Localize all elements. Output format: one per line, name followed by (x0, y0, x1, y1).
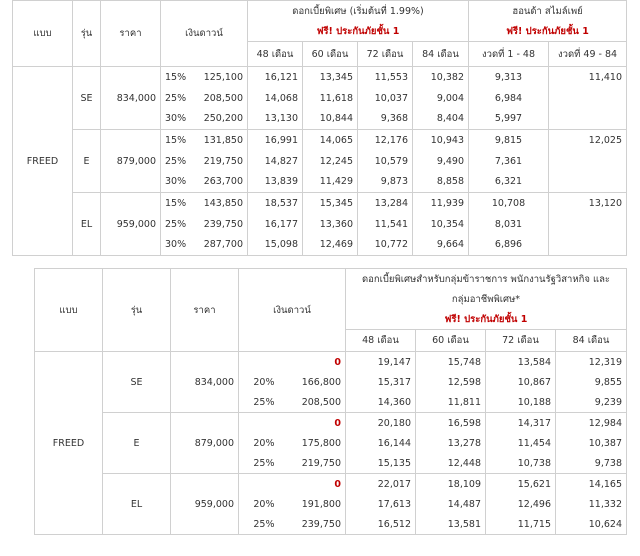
payment-60-cell: 14,487 (416, 494, 486, 514)
header-special-interest-line2: กลุ่มอาชีพพิเศษ* (346, 289, 627, 309)
price-cell: 959,000 (101, 193, 161, 256)
header-60-months: 60 เดือน (303, 42, 358, 67)
header-price: ราคา (101, 1, 161, 67)
down-amount-cell: 125,100 (203, 71, 243, 83)
header-48-months: 48 เดือน (346, 330, 416, 352)
down-amount-cell: 239,750 (279, 514, 346, 535)
payment-48-cell: 16,512 (346, 514, 416, 535)
payment-48-cell: 16,177 (248, 214, 303, 235)
payment-72-cell: 11,541 (358, 214, 413, 235)
payment-72-cell: 13,284 (358, 193, 413, 214)
header-type: แบบ (13, 1, 73, 67)
payment-60-cell: 11,618 (303, 88, 358, 109)
payment-60-cell: 16,598 (416, 413, 486, 434)
payment-72-cell: 14,317 (486, 413, 556, 434)
model-cell: SE (73, 67, 101, 130)
payment-48-cell: 16,991 (248, 130, 303, 151)
down-percent-cell: 25% (239, 453, 279, 474)
header-72-months: 72 เดือน (358, 42, 413, 67)
table-row (35, 413, 627, 434)
model-cell: EL (103, 474, 171, 535)
model-cell: E (73, 130, 101, 193)
table-row (13, 67, 627, 88)
payment-48-cell: 15,317 (346, 372, 416, 392)
price-cell: 959,000 (171, 474, 239, 535)
header-free-insurance: ฟรี! ประกันภัยชั้น 1 (248, 21, 469, 42)
header-84-months: 84 เดือน (413, 42, 469, 67)
header-down-payment: เงินดาวน์ (239, 269, 346, 352)
header-installment-1-48: งวดที่ 1 - 48 (469, 42, 549, 67)
header-free-insurance: ฟรี! ประกันภัยชั้น 1 (346, 309, 627, 330)
payment-84-cell: 10,624 (556, 514, 627, 535)
payment-84-cell: 9,855 (556, 372, 627, 392)
down-percent-cell: 20% (239, 433, 279, 453)
down-percent-cell: 25% (239, 514, 279, 535)
header-down-payment: เงินดาวน์ (161, 1, 248, 67)
down-percent-cell: 30% (161, 235, 192, 256)
payment-60-cell: 13,360 (303, 214, 358, 235)
header-special-interest: ดอกเบี้ยพิเศษ (เริ่มต้นที่ 1.99%) (248, 1, 469, 22)
payment-84-cell: 11,332 (556, 494, 627, 514)
smile-pay-1-48-cell: 5,997 (469, 109, 549, 130)
payment-72-cell: 13,584 (486, 352, 556, 373)
payment-84-cell: 8,404 (413, 109, 469, 130)
payment-84-cell: 9,490 (413, 151, 469, 172)
smile-pay-1-48-cell: 6,321 (469, 172, 549, 193)
payment-60-cell: 14,065 (303, 130, 358, 151)
payment-48-cell: 16,121 (248, 67, 303, 88)
down-percent-cell: 25% (161, 214, 192, 235)
payment-84-cell: 9,004 (413, 88, 469, 109)
payment-84-cell: 9,738 (556, 453, 627, 474)
down-amount-cell: 0 (334, 478, 341, 490)
down-percent-cell: 15% (161, 193, 192, 214)
smile-pay-1-48-cell: 9,313 (469, 67, 549, 88)
payment-84-cell: 9,664 (413, 235, 469, 256)
smile-pay-49-84-cell: 11,410 (549, 67, 627, 88)
down-percent-cell: 30% (161, 172, 192, 193)
table-row (35, 352, 627, 373)
down-percent-cell: 25% (161, 151, 192, 172)
payment-84-cell: 10,387 (556, 433, 627, 453)
smile-pay-49-84-cell (549, 235, 627, 256)
model-cell: SE (103, 352, 171, 413)
smile-pay-49-84-cell: 13,120 (549, 193, 627, 214)
payment-60-cell: 13,278 (416, 433, 486, 453)
price-cell: 834,000 (101, 67, 161, 130)
smile-pay-49-84-cell (549, 151, 627, 172)
smile-pay-1-48-cell: 8,031 (469, 214, 549, 235)
smile-pay-49-84-cell (549, 172, 627, 193)
down-percent-cell: 25% (239, 392, 279, 413)
payment-60-cell: 13,581 (416, 514, 486, 535)
table-row (13, 193, 627, 214)
down-amount-cell: 219,750 (203, 155, 243, 167)
down-percent-cell: 20% (239, 372, 279, 392)
installment-table-government (34, 268, 627, 535)
down-percent-cell: 15% (161, 67, 192, 88)
payment-72-cell: 9,873 (358, 172, 413, 193)
down-amount-cell: 208,500 (279, 392, 346, 413)
down-amount-cell: 0 (334, 417, 341, 429)
payment-48-cell: 19,147 (346, 352, 416, 373)
down-amount-cell: 287,700 (192, 235, 248, 256)
header-84-months: 84 เดือน (556, 330, 627, 352)
down-percent-cell: 25% (161, 88, 192, 109)
model-cell: E (103, 413, 171, 474)
down-amount-cell: 0 (334, 356, 341, 368)
payment-72-cell: 11,715 (486, 514, 556, 535)
payment-48-cell: 22,017 (346, 474, 416, 495)
down-percent-cell (239, 413, 279, 434)
payment-48-cell: 14,360 (346, 392, 416, 413)
down-amount-cell: 263,700 (192, 172, 248, 193)
payment-72-cell: 11,454 (486, 433, 556, 453)
payment-72-cell: 9,368 (358, 109, 413, 130)
smile-pay-1-48-cell: 10,708 (469, 193, 549, 214)
header-special-interest-line1: ดอกเบี้ยพิเศษสำหรับกลุ่มข้าราชการ พนักงานรัฐวิสาหกิจ และ (346, 269, 627, 290)
payment-48-cell: 14,827 (248, 151, 303, 172)
down-amount-cell: 143,850 (203, 197, 243, 209)
payment-60-cell: 18,109 (416, 474, 486, 495)
down-amount-cell: 131,850 (203, 134, 243, 146)
payment-84-cell: 10,382 (413, 67, 469, 88)
payment-72-cell: 15,621 (486, 474, 556, 495)
payment-60-cell: 11,429 (303, 172, 358, 193)
table-row (35, 474, 627, 495)
payment-48-cell: 20,180 (346, 413, 416, 434)
smile-pay-49-84-cell (549, 109, 627, 130)
payment-84-cell: 10,943 (413, 130, 469, 151)
payment-48-cell: 17,613 (346, 494, 416, 514)
payment-72-cell: 11,553 (358, 67, 413, 88)
installment-table-standard (12, 0, 627, 256)
header-model: รุ่น (73, 1, 101, 67)
payment-60-cell: 12,448 (416, 453, 486, 474)
down-amount-cell: 239,750 (203, 218, 243, 230)
payment-72-cell: 10,867 (486, 372, 556, 392)
payment-72-cell: 10,037 (358, 88, 413, 109)
payment-60-cell: 15,748 (416, 352, 486, 373)
payment-72-cell: 10,188 (486, 392, 556, 413)
down-percent-cell: 20% (239, 494, 279, 514)
table-row (13, 130, 627, 151)
header-model: รุ่น (103, 269, 171, 352)
payment-60-cell: 12,469 (303, 235, 358, 256)
smile-pay-1-48-cell: 6,896 (469, 235, 549, 256)
payment-84-cell: 12,319 (556, 352, 627, 373)
model-cell: EL (73, 193, 101, 256)
down-amount-cell: 219,750 (279, 453, 346, 474)
payment-72-cell: 10,579 (358, 151, 413, 172)
header-installment-49-84: งวดที่ 49 - 84 (549, 42, 627, 67)
down-amount-cell: 166,800 (301, 376, 341, 388)
payment-60-cell: 12,598 (416, 372, 486, 392)
payment-72-cell: 10,738 (486, 453, 556, 474)
header-type: แบบ (35, 269, 103, 352)
payment-84-cell: 8,858 (413, 172, 469, 193)
smile-pay-1-48-cell: 9,815 (469, 130, 549, 151)
header-72-months: 72 เดือน (486, 330, 556, 352)
smile-pay-49-84-cell (549, 88, 627, 109)
down-amount-cell: 208,500 (203, 92, 243, 104)
payment-60-cell: 15,345 (303, 193, 358, 214)
down-amount-cell: 175,800 (301, 437, 341, 449)
down-percent-cell: 15% (161, 130, 192, 151)
payment-84-cell: 10,354 (413, 214, 469, 235)
payment-84-cell: 9,239 (556, 392, 627, 413)
smile-pay-49-84-cell: 12,025 (549, 130, 627, 151)
payment-60-cell: 10,844 (303, 109, 358, 130)
payment-48-cell: 18,537 (248, 193, 303, 214)
down-amount-cell: 250,200 (192, 109, 248, 130)
car-type-cell: FREED (26, 155, 59, 167)
header-honda-smile-pay: ฮอนด้า สไมล์เพย์ (469, 1, 627, 22)
payment-84-cell: 12,984 (556, 413, 627, 434)
payment-72-cell: 10,772 (358, 235, 413, 256)
smile-pay-1-48-cell: 6,984 (469, 88, 549, 109)
payment-60-cell: 11,811 (416, 392, 486, 413)
smile-pay-49-84-cell (549, 214, 627, 235)
payment-60-cell: 12,245 (303, 151, 358, 172)
payment-48-cell: 15,135 (346, 453, 416, 474)
payment-72-cell: 12,176 (358, 130, 413, 151)
payment-48-cell: 13,130 (248, 109, 303, 130)
payment-60-cell: 13,345 (303, 67, 358, 88)
down-percent-cell: 30% (161, 109, 192, 130)
price-cell: 879,000 (101, 130, 161, 193)
payment-48-cell: 15,098 (248, 235, 303, 256)
price-cell: 879,000 (171, 413, 239, 474)
header-48-months: 48 เดือน (248, 42, 303, 67)
header-60-months: 60 เดือน (416, 330, 486, 352)
payment-48-cell: 16,144 (346, 433, 416, 453)
payment-84-cell: 11,939 (413, 193, 469, 214)
header-free-insurance-2: ฟรี! ประกันภัยชั้น 1 (469, 21, 627, 42)
down-amount-cell: 191,800 (301, 498, 341, 510)
payment-72-cell: 12,496 (486, 494, 556, 514)
payment-48-cell: 14,068 (248, 88, 303, 109)
smile-pay-1-48-cell: 7,361 (469, 151, 549, 172)
down-percent-cell (239, 474, 279, 495)
header-price: ราคา (171, 269, 239, 352)
car-type-cell: FREED (52, 437, 85, 449)
payment-48-cell: 13,839 (248, 172, 303, 193)
down-percent-cell (239, 352, 279, 373)
payment-84-cell: 14,165 (556, 474, 627, 495)
price-cell: 834,000 (171, 352, 239, 413)
